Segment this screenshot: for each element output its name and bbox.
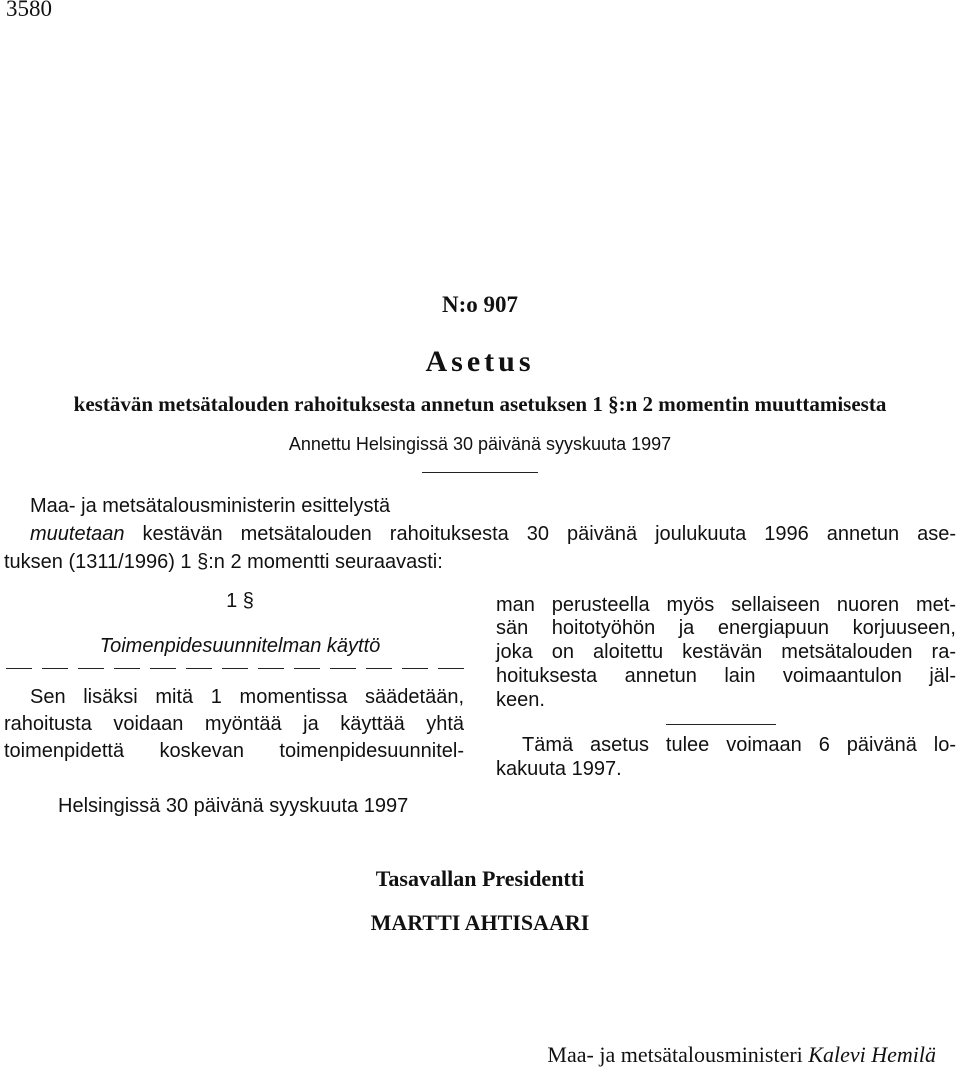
column-divider xyxy=(666,724,776,725)
minister-title: Maa- ja metsätalousministeri xyxy=(547,1042,809,1067)
president-name: MARTTI AHTISAARI xyxy=(370,910,590,935)
entry-into-force-line: Tämä asetus tulee voimaan 6 päivänä lo- xyxy=(522,734,956,756)
intro-line-3: tuksen (1311/1996) 1 §:n 2 momentti seuraavasti: xyxy=(4,551,443,573)
section-number: 1 § xyxy=(226,590,254,612)
document-type-heading: Asetus xyxy=(425,345,535,378)
statute-number: N:o 907 xyxy=(441,292,519,317)
section-text-line: sän hoitotyöhön ja energiapuun korjuuseen, xyxy=(496,617,956,639)
document-title: kestävän metsätalouden rahoituksesta annetun asetuksen 1 §:n 2 momentin muuttamisesta xyxy=(73,392,887,416)
section-text-line: man perusteella myös sellaiseen nuoren met- xyxy=(496,594,956,616)
page-number: 3580 xyxy=(6,0,52,21)
issued-date: Annettu Helsingissä 30 päivänä syyskuuta 1997 xyxy=(288,434,672,454)
header-divider xyxy=(422,472,538,473)
section-text-line: toimenpidettä koskevan toimenpidesuunnitel- xyxy=(4,740,464,762)
entry-into-force-line: kakuuta 1997. xyxy=(496,758,622,780)
signing-place-date: Helsingissä 30 päivänä syyskuuta 1997 xyxy=(58,795,409,817)
minister-name: Kalevi Hemilä xyxy=(808,1042,936,1067)
section-heading: Toimenpidesuunnitelman käyttö xyxy=(99,635,381,657)
section-text-line: Sen lisäksi mitä 1 momentissa säädetään, xyxy=(30,686,464,708)
minister-signature xyxy=(547,1042,936,1068)
section-text-line: hoituksesta annetun lain voimaantulon jäl- xyxy=(496,665,956,687)
intro-verb: muutetaan xyxy=(30,523,125,545)
intro-line-2 xyxy=(30,520,956,548)
section-text-line: joka on aloitettu kestävän metsätalouden ra- xyxy=(496,641,956,663)
intro-line-2-rest: kestävän metsätalouden rahoituksesta 30 päivänä joulukuuta 1996 annetun ase- xyxy=(124,523,956,545)
section-text-line: keen. xyxy=(496,689,545,711)
president-title: Tasavallan Presidentti xyxy=(375,866,585,891)
section-text-line: rahoitusta voidaan myöntää ja käyttää yhtä xyxy=(4,713,464,735)
intro-line-1: Maa- ja metsätalousministerin esittelystä xyxy=(30,495,391,517)
omission-dashes xyxy=(6,668,464,669)
